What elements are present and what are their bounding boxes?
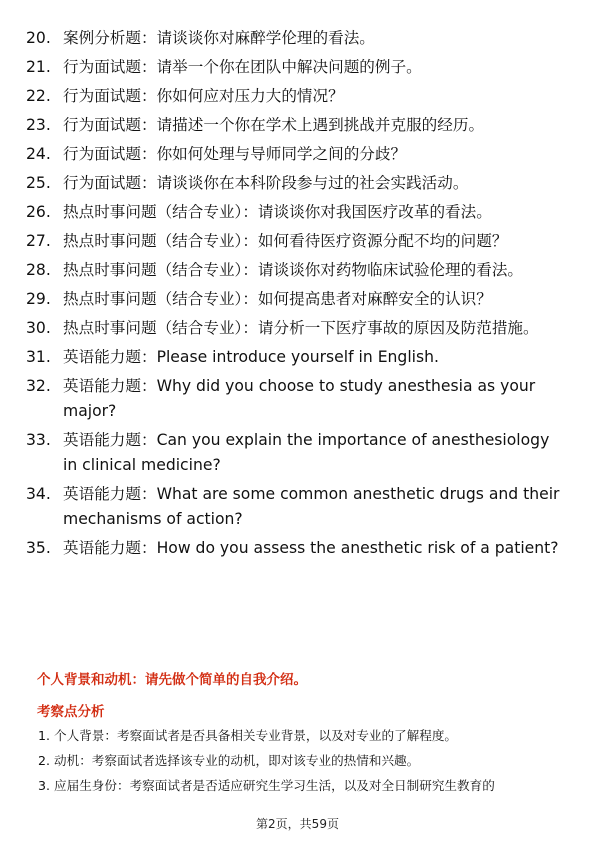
question-text: 行为面试题：你如何处理与导师同学之间的分歧？ <box>63 145 407 163</box>
question-number: 31. <box>26 348 51 366</box>
question-item <box>26 316 566 341</box>
question-item <box>26 536 566 561</box>
question-item <box>26 287 566 312</box>
question-number: 22. <box>26 87 51 105</box>
question-item <box>26 55 566 80</box>
question-text: 英语能力题：What are some common anesthetic drugs and their mechanisms of action? <box>63 485 560 528</box>
question-text: 行为面试题：请描述一个你在学术上遇到挑战并克服的经历。 <box>63 116 485 134</box>
question-text: 英语能力题：How do you assess the anesthetic risk of a patient? <box>63 539 559 557</box>
analysis-point: 1. 个人背景：考察面试者是否具备相关专业背景，以及对专业的了解程度。 <box>38 728 458 743</box>
question-list <box>26 26 566 565</box>
question-number: 35. <box>26 539 51 557</box>
question-item <box>26 142 566 167</box>
question-item <box>26 258 566 283</box>
question-text: 案例分析题：请谈谈你对麻醉学伦理的看法。 <box>63 29 375 47</box>
question-item <box>26 200 566 225</box>
question-number: 30. <box>26 319 51 337</box>
analysis-point: 3. 应届生身份：考察面试者是否适应研究生学习生活，以及对全日制研究生教育的 <box>38 778 495 793</box>
question-number: 23. <box>26 116 51 134</box>
question-item <box>26 84 566 109</box>
analysis-point: 2. 动机：考察面试者选择该专业的动机，即对该专业的热情和兴趣。 <box>38 753 420 768</box>
question-text: 行为面试题：你如何应对压力大的情况？ <box>63 87 344 105</box>
question-text: 英语能力题：Why did you choose to study anesthesia as your major? <box>63 377 536 420</box>
question-item <box>26 345 566 370</box>
question-text: 英语能力题：Can you explain the importance of anesthesiology in clinical medicine? <box>63 431 550 474</box>
question-number: 29. <box>26 290 51 308</box>
question-text: 热点时事问题（结合专业）：如何提高患者对麻醉安全的认识？ <box>63 290 492 308</box>
question-text: 英语能力题：Please introduce yourself in English. <box>63 348 439 366</box>
page-footer: 第2页，共59页 <box>256 817 339 831</box>
question-item <box>26 229 566 254</box>
question-number: 26. <box>26 203 51 221</box>
question-item <box>26 171 566 196</box>
question-text: 行为面试题：请谈谈你在本科阶段参与过的社会实践活动。 <box>63 174 469 192</box>
question-text: 热点时事问题（结合专业）：请谈谈你对我国医疗改革的看法。 <box>63 203 492 221</box>
question-item <box>26 482 566 532</box>
question-text: 热点时事问题（结合专业）：请谈谈你对药物临床试验伦理的看法。 <box>63 261 524 279</box>
question-number: 20. <box>26 29 51 47</box>
question-number: 25. <box>26 174 51 192</box>
intro-question-heading: 个人背景和动机：请先做个简单的自我介绍。 <box>37 672 307 688</box>
question-item <box>26 428 566 478</box>
question-number: 21. <box>26 58 51 76</box>
question-text: 热点时事问题（结合专业）：如何看待医疗资源分配不均的问题？ <box>63 232 508 250</box>
question-item <box>26 374 566 424</box>
question-number: 33. <box>26 431 51 449</box>
question-number: 24. <box>26 145 51 163</box>
question-item <box>26 113 566 138</box>
question-number: 28. <box>26 261 51 279</box>
question-item <box>26 26 566 51</box>
question-text: 行为面试题：请举一个你在团队中解决问题的例子。 <box>63 58 422 76</box>
question-text: 热点时事问题（结合专业）：请分析一下医疗事故的原因及防范措施。 <box>63 319 539 337</box>
question-number: 34. <box>26 485 51 503</box>
question-number: 27. <box>26 232 51 250</box>
analysis-points <box>38 727 568 802</box>
question-number: 32. <box>26 377 51 395</box>
analysis-heading: 考察点分析 <box>37 704 105 720</box>
